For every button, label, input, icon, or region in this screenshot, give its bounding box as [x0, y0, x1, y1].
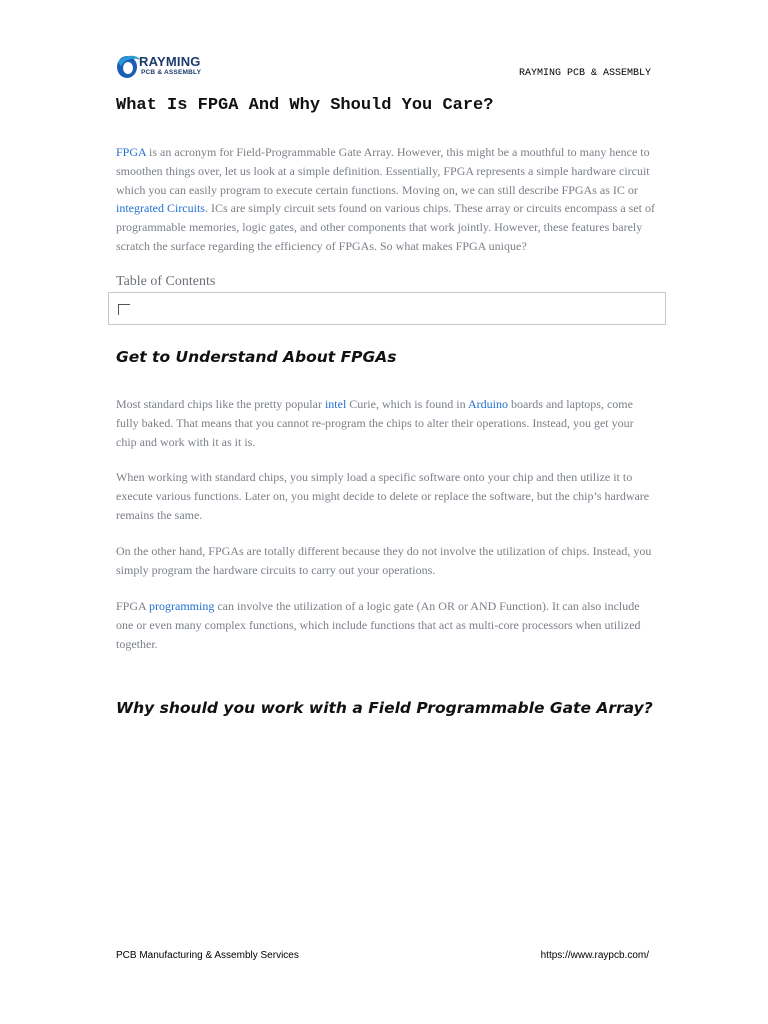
p1-text-3: boards and laptops, come fully baked. That means that you cannot re-program the chips to alter their operations. Instead, you get your chip and work with it as it is.	[116, 397, 634, 449]
p4-text-1: FPGA	[116, 599, 150, 613]
footer-website-url[interactable]: https://www.raypcb.com/	[540, 950, 649, 961]
header-company-name: RAYMING PCB & ASSEMBLY	[518, 68, 651, 79]
section-heading-understand-fpgas: Get to Understand About FPGAs	[116, 348, 397, 366]
toc-toggle-icon[interactable]	[118, 304, 130, 315]
footer-services-text: PCB Manufacturing & Assembly Services	[116, 950, 299, 961]
section-heading-why-fpga: Why should you work with a Field Programmable Gate Array?	[116, 699, 653, 717]
section1-paragraph-3: On the other hand, FPGAs are totally different because they do not involve the utilization of chips. Instead, you simply program the hardware circuits to carry out your operations.	[116, 544, 652, 577]
p1-text-1: Most standard chips like the pretty popular	[116, 397, 325, 411]
intel-link[interactable]: intel	[324, 397, 347, 411]
p4-text-2: can involve the utilization of a logic gate (An OR or AND Function). It can also include one or even many complex functions, which include functions that act as multi-core processors when utilized together.	[116, 599, 641, 651]
integrated-circuits-link[interactable]: integrated Circuits	[116, 201, 205, 216]
section1-paragraph-2: When working with standard chips, you simply load a specific software onto your chip and then utilize it to execute various functions. Later on, you might decide to delete or replace the software, but the chip’s hardware remains the same.	[116, 470, 650, 522]
logo-subtitle: PCB & ASSEMBLY	[141, 69, 202, 76]
page-title: What Is FPGA And Why Should You Care?	[116, 96, 494, 115]
logo-brand-text: RAYMING	[139, 54, 201, 69]
company-logo	[115, 52, 225, 82]
logo-swoosh-icon	[115, 52, 141, 80]
intro-paragraph	[116, 143, 656, 256]
arduino-link[interactable]: Arduino	[467, 397, 508, 411]
p1-text-2: Curie, which is found in	[346, 397, 468, 411]
intro-text-1: is an acronym for Field-Programmable Gate Array. However, this might be a mouthful to many hence to smoothen things over, let us look at a simple definition. Essentially, FPGA represents a simple hardware circuit which you can easily program to execute certain functions. Moving on, we can still describe FPGAs as IC or	[116, 145, 650, 197]
fpga-link[interactable]: FPGA	[116, 145, 147, 159]
programming-link[interactable]: programming	[149, 599, 215, 613]
toc-box	[108, 292, 666, 325]
intro-text-2: . ICs are simply circuit sets found on various chips. These array or circuits encompass a set of programmable memories, logic gates, and other components that work jointly. However, these features barely scratch the surface regarding the efficiency of FPGAs. So what makes FPGA unique?	[116, 201, 655, 253]
section1-paragraph-4	[116, 597, 656, 653]
section1-paragraph-1	[116, 395, 656, 451]
toc-title: Table of Contents	[116, 274, 216, 289]
